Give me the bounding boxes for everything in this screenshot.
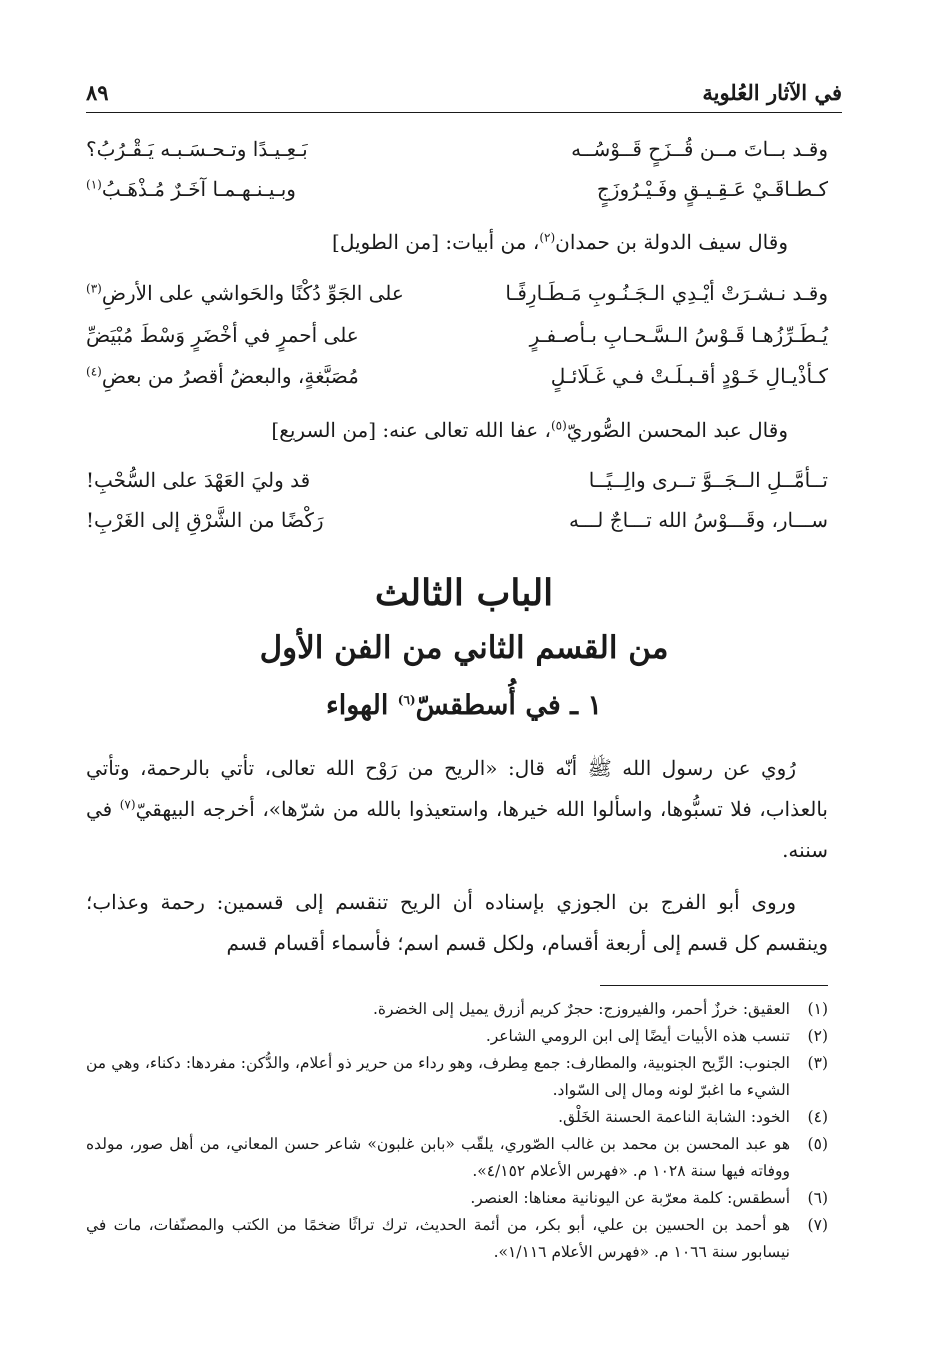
footnote-marker: (١) xyxy=(86,177,102,192)
footnote-number: (١) xyxy=(807,1000,828,1018)
chapter-subtitle: من القسم الثاني من الفن الأول xyxy=(259,630,669,666)
footnote xyxy=(86,1185,828,1212)
verse-hemistich-left: رَكْضًا من الشَّرْقِ إلى الغَرْبِ! xyxy=(86,508,324,532)
verse-hemistich-left: بَـعِـيـدًا وتـحـسَـبـه يَـقْـرُبُ؟ xyxy=(86,137,308,161)
footnote-marker: (٧) xyxy=(119,797,136,812)
verse-hemistich-left: قد وليَ العَهْدَ على السُّحْبِ! xyxy=(86,468,311,492)
footnote-text: أسطقس: كلمة معرّبة عن اليونانية معناها: العنصر. xyxy=(470,1189,790,1207)
footnote-marker: (٥) xyxy=(550,418,567,433)
section-title xyxy=(0,690,928,721)
verse-line xyxy=(86,177,828,211)
verse-line xyxy=(86,364,828,398)
footnote xyxy=(86,996,828,1023)
verse-hemistich-right: وقـد نـشـرَتْ أيْـدِي الـجَـنُـوبِ مَـطَـارِفًـا xyxy=(505,281,828,305)
verse-line xyxy=(86,281,828,315)
footnote xyxy=(86,1131,828,1185)
verse-hemistich-left xyxy=(86,364,359,388)
footnote-text: الخود: الشابة الناعمة الحسنة الخَلْق. xyxy=(558,1108,790,1126)
paragraph-text: رُوي عن رسول الله ﷺ أنّه قال: «الريح من رَوْح الله تعالى، تأتي بالرحمة، وتأتي بالعذاب، فلا تسبُّوها، واسألوا الله خيرها، واستعيذوا بالله من شرّها»، أخرجه البيهقيّ xyxy=(86,756,828,821)
verse-hemistich-left xyxy=(86,177,296,201)
footnote xyxy=(86,1050,828,1104)
footnote-text: الجنوب: الرِّيح الجنوبية، والمطارف: جمع مِطرف، وهو رداء من حرير ذو أعلام، والدُّكن: مفردها: دكناء، وهي من الشيء ما اغبرّ لونه ومال إلى السّواد. xyxy=(86,1054,790,1099)
running-header xyxy=(86,78,842,113)
verse-line xyxy=(86,508,828,542)
verse-hemistich-right: كـطـاقَـيْ عَـقِـيـقٍ وفَـيْـرُوزَجٍ xyxy=(596,177,828,201)
footnote-number: (٧) xyxy=(807,1216,828,1234)
footnotes xyxy=(86,996,828,1266)
section-title-text: الهواء xyxy=(326,690,398,721)
verse-line xyxy=(86,137,828,171)
verse-line xyxy=(86,323,828,357)
footnote-text: العقيق: خرزٌ أحمر، والفيروزج: حجرٌ كريم أزرق يميل إلى الخضرة. xyxy=(372,1000,790,1018)
footnote-text: تنسب هذه الأبيات أيضًا إلى ابن الرومي الشاعر. xyxy=(485,1027,790,1045)
footnote-number: (٤) xyxy=(807,1108,828,1126)
footnote-number: (٣) xyxy=(807,1054,828,1072)
intro-text: ، عفا الله تعالى عنه: [من السريع] xyxy=(271,418,551,442)
hemistich-text: وبـيـنـهـمـا آخَـرٌ مُـذْهَـبُ xyxy=(101,177,296,201)
intro-text: ، من أبيات: [من الطويل] xyxy=(332,230,540,254)
verse-hemistich-left xyxy=(86,281,404,305)
chapter-title: الباب الثالث xyxy=(374,572,554,614)
footnote xyxy=(86,1212,828,1266)
verse-line xyxy=(86,468,828,502)
verse-introduction xyxy=(332,230,788,254)
verse-hemistich-right: وقـد بــاتَ مــن قُــزَحٍ قَــوْسُــه xyxy=(571,137,828,161)
footnote-number: (٥) xyxy=(807,1135,828,1153)
page-number: ٨٩ xyxy=(86,80,109,105)
footnote-number: (٢) xyxy=(807,1027,828,1045)
paragraph xyxy=(86,748,828,871)
footnote-separator xyxy=(600,985,828,986)
hemistich-text: مُصَبَّغةٍ، والبعضُ أقصرُ من بعضِ xyxy=(101,364,359,388)
footnote-marker: (٣) xyxy=(86,281,102,296)
verse-introduction xyxy=(271,418,788,442)
intro-text: وقال سيف الدولة بن حمدان xyxy=(555,230,788,254)
verse-hemistich-right: يُـطَـرِّزُهـا قَـوْسُ الـسَّـحـابِ بـأصـفـرٍ xyxy=(529,323,828,347)
verse-hemistich-right: تــأمَّــلِ الــجَــوَّ تــرى والِــيًــا xyxy=(588,468,828,492)
verse-hemistich-left: على أحمرٍ في أخْضَرٍ وَسْطَ مُبْيَضِّ xyxy=(86,323,359,347)
verse-hemistich-right: ســـار، وقَـــوْسُ الله تـــاجٌ لـــه xyxy=(568,508,828,532)
running-title: في الآثار العُلوية xyxy=(702,80,842,105)
paragraph: وروى أبو الفرج بن الجوزي بإسناده أن الريح تنقسم إلى قسمين: رحمة وعذاب؛ وينقسم كل قسم إلى أربعة أقسام، ولكل قسم اسم؛ فأسماء أقسام قسم xyxy=(86,890,828,955)
paragraph-text: في سننه. xyxy=(86,797,828,862)
footnote-text: هو أحمد بن الحسين بن علي، أبو بكر، من أئمة الحديث، ترك تراثًا ضخمًا من الكتب والمصنّفات، مات في نيسابور سنة ١٠٦٦ م. «فهرس الأعلام ١/١١٦». xyxy=(86,1216,790,1261)
footnote-marker: (٤) xyxy=(86,364,102,379)
footnote-number: (٦) xyxy=(807,1189,828,1207)
footnote-marker: (٢) xyxy=(539,230,556,245)
footnote xyxy=(86,1023,828,1050)
footnote-text: هو عبد المحسن بن محمد بن غالب الصّوري، يلقّب «بابن غلبون» شاعر حسن المعاني، من أهل صور، مولده ووفاته فيها سنة ١٠٢٨ م. «فهرس الأعلام ٤/١٥٢». xyxy=(86,1135,790,1180)
footnote xyxy=(86,1104,828,1131)
verse-hemistich-right: كـأذْيـالِ خَـوْدٍ أقـبـلَـتْ فـي غَـلَائـلٍ xyxy=(550,364,828,388)
footnote-marker: (٦) xyxy=(397,693,416,707)
intro-text: وقال عبد المحسن الصُّوريّ xyxy=(566,418,788,442)
section-title-text: ١ ـ في أُسطقسّ xyxy=(415,690,602,721)
hemistich-text: على الجَوِّ دُكْنًا والحَواشي على الأرضِ xyxy=(101,281,404,305)
